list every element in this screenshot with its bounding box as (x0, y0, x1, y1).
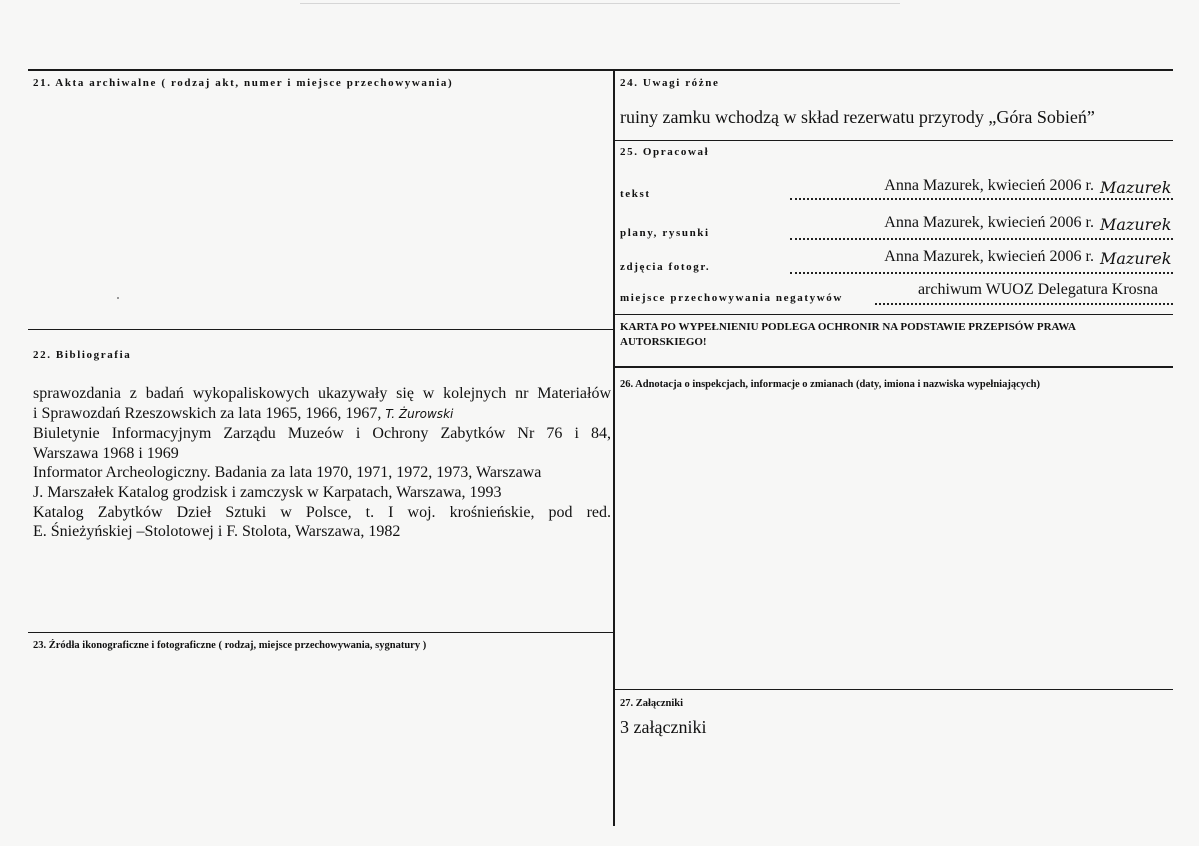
signature-1: Mazurek (1100, 178, 1172, 197)
row-value-tekst: Anna Mazurek, kwiecień 2006 r. (884, 177, 1094, 194)
divider-24-25 (614, 140, 1173, 141)
page-top-edge (300, 3, 900, 4)
biblio-line-4: Warszawa 1968 i 1969 (33, 444, 179, 462)
biblio-line-8: E. Śnieżyńskiej –Stolotowej i F. Stolota, Warszawa, 1982 (33, 523, 401, 541)
divider-25-notice (614, 314, 1173, 315)
section-24-text: ruiny zamku wchodzą w skład rezerwatu przyrody „Góra Sobień” (620, 107, 1095, 127)
dotted-line-negatywy (875, 303, 1173, 305)
section-27-text: 3 załączniki (620, 717, 707, 737)
row-label-tekst: tekst (620, 188, 651, 200)
handwritten-note: T. Żurowski (385, 406, 454, 421)
divider-26-27 (614, 689, 1173, 690)
section-21-title: 21. Akta archiwalne ( rodzaj akt, numer i miejsce przechowywania) (33, 77, 454, 89)
biblio-line-2 (33, 404, 611, 425)
section-23-title: 23. Źródła ikonograficzne i fotograficzne ( rodzaj, miejsce przechowywania, sygnatury ) (33, 640, 427, 651)
signature-3: Mazurek (1100, 249, 1172, 268)
biblio-line-5: Informator Archeologiczny. Badania za lata 1970, 1971, 1972, 1973, Warszawa (33, 464, 542, 482)
top-border (28, 69, 1173, 71)
row-value-negatywy: archiwum WUOZ Delegatura Krosna (917, 281, 1158, 298)
speck (117, 297, 119, 299)
signature-2: Mazurek (1100, 215, 1172, 234)
section-24-title: 24. Uwagi różne (620, 77, 720, 89)
center-divider (613, 69, 615, 826)
divider-21-22 (28, 329, 614, 330)
section-22-title: 22. Bibliografia (33, 349, 132, 361)
row-label-plany: plany, rysunki (620, 227, 710, 239)
copyright-notice: KARTA PO WYPEŁNIENIU PODLEGA OCHRONIR NA PODSTAWIE PRZEPISÓW PRAWA AUTORSKIEGO! (620, 321, 1076, 348)
section-26-title: 26. Adnotacja o inspekcjach, informacje o zmianach (daty, imiona i nazwiska wypełniających) (620, 379, 1040, 390)
biblio-line-3: Biuletynie Informacyjnym Zarządu Muzeów i Ochrony Zabytków Nr 76 i 84, (33, 425, 611, 443)
dotted-line-tekst (790, 198, 1173, 200)
biblio-line-6: J. Marszałek Katalog grodzisk i zamczysk w Karpatach, Warszawa, 1993 (33, 483, 502, 501)
dotted-line-plany (790, 238, 1173, 240)
biblio-line-7: Katalog Zabytków Dzieł Sztuki w Polsce, t. I woj. krośnieńskie, pod red. (33, 503, 611, 521)
biblio-line-1: sprawozdania z badań wykopaliskowych ukazywały się w kolejnych nr Materiałów (33, 385, 611, 402)
row-label-zdjecia: zdjęcia fotogr. (620, 261, 711, 273)
dotted-line-zdjecia (790, 272, 1173, 274)
row-label-negatywy: miejsce przechowywania negatywów (620, 292, 843, 304)
section-27-title: 27. Załączniki (620, 698, 684, 709)
section-25-title: 25. Opracował (620, 146, 710, 158)
divider-22-23 (28, 632, 614, 633)
biblio-line-2-text: i Sprawozdań Rzeszowskich za lata 1965, 1966, 1967, (33, 404, 382, 422)
row-value-zdjecia: Anna Mazurek, kwiecień 2006 r. (884, 248, 1094, 265)
row-value-plany: Anna Mazurek, kwiecień 2006 r. (884, 214, 1094, 231)
divider-notice-26 (614, 366, 1173, 368)
bibliography-text (33, 384, 611, 542)
